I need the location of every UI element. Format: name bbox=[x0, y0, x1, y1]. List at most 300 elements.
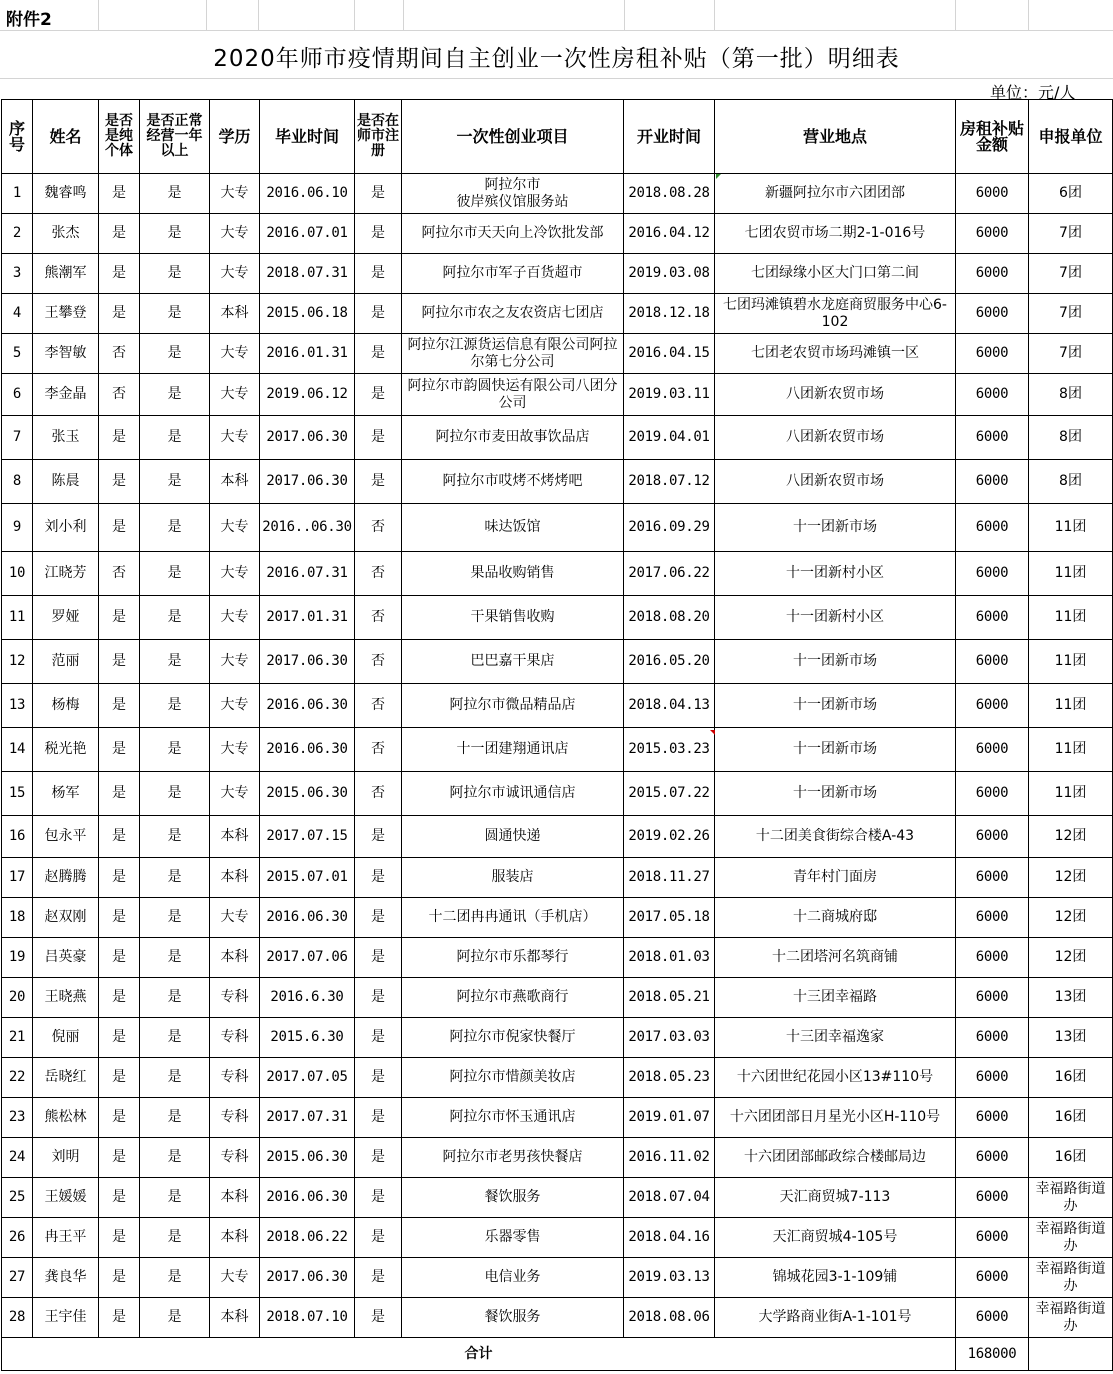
cell-location: 十一团新市场 bbox=[715, 684, 956, 728]
cell-normal-operation: 是 bbox=[140, 294, 210, 334]
cell-project: 阿拉尔市怀玉通讯店 bbox=[402, 1098, 624, 1138]
cell-education: 本科 bbox=[210, 816, 260, 858]
cell-education: 大专 bbox=[210, 214, 260, 254]
cell-normal-operation: 是 bbox=[140, 1298, 210, 1338]
cell-name: 吕英豪 bbox=[33, 938, 99, 978]
header-normal-operation: 是否正常经营一年以上 bbox=[140, 100, 210, 174]
cell-normal-operation: 是 bbox=[140, 898, 210, 938]
cell-amount: 6000 bbox=[956, 1018, 1029, 1058]
cell-education: 本科 bbox=[210, 1178, 260, 1218]
cell-registered: 是 bbox=[355, 214, 402, 254]
cell-location: 八团新农贸市场 bbox=[715, 460, 956, 504]
cell-pure-individual: 是 bbox=[99, 214, 140, 254]
table-row bbox=[2, 1138, 1113, 1178]
cell-registered: 是 bbox=[355, 1178, 402, 1218]
cell-normal-operation: 是 bbox=[140, 334, 210, 374]
cell-registered: 是 bbox=[355, 1138, 402, 1178]
cell-graduation: 2018.06.22 bbox=[260, 1218, 355, 1258]
cell-seq: 14 bbox=[2, 728, 33, 772]
cell-unit-org: 幸福路街道办 bbox=[1029, 1218, 1113, 1258]
cell-unit-org: 7团 bbox=[1029, 334, 1113, 374]
cell-project: 阿拉尔市 彼岸殡仪馆服务站 bbox=[402, 174, 624, 214]
cell-registered: 是 bbox=[355, 1098, 402, 1138]
cell-pure-individual: 是 bbox=[99, 1098, 140, 1138]
table-row bbox=[2, 684, 1113, 728]
total-empty-cell bbox=[1029, 1338, 1113, 1371]
cell-education: 专科 bbox=[210, 1098, 260, 1138]
cell-open-date: 2019.01.07 bbox=[624, 1098, 715, 1138]
cell-registered: 是 bbox=[355, 254, 402, 294]
cell-pure-individual: 是 bbox=[99, 596, 140, 640]
cell-amount: 6000 bbox=[956, 978, 1029, 1018]
cell-unit-org: 13团 bbox=[1029, 1018, 1113, 1058]
total-row bbox=[2, 1338, 1113, 1371]
cell-project: 果品收购销售 bbox=[402, 552, 624, 596]
total-label: 合计 bbox=[2, 1338, 956, 1371]
cell-graduation: 2019.06.12 bbox=[260, 374, 355, 416]
cell-normal-operation: 是 bbox=[140, 938, 210, 978]
header-name: 姓名 bbox=[33, 100, 99, 174]
cell-open-date: 2015.07.22 bbox=[624, 772, 715, 816]
cell-registered: 是 bbox=[355, 816, 402, 858]
cell-unit-org: 7团 bbox=[1029, 214, 1113, 254]
cell-amount: 6000 bbox=[956, 374, 1029, 416]
cell-project: 阿拉尔市乐都琴行 bbox=[402, 938, 624, 978]
cell-normal-operation: 是 bbox=[140, 174, 210, 214]
cell-graduation: 2015.06.30 bbox=[260, 1138, 355, 1178]
cell-unit-org: 12团 bbox=[1029, 938, 1113, 978]
header-row bbox=[2, 100, 1113, 174]
cell-location: 七团老农贸市场玛滩镇一区 bbox=[715, 334, 956, 374]
cell-seq: 20 bbox=[2, 978, 33, 1018]
cell-open-date: 2018.08.06 bbox=[624, 1298, 715, 1338]
cell-location: 十三团幸福路 bbox=[715, 978, 956, 1018]
cell-graduation: 2017.07.15 bbox=[260, 816, 355, 858]
cell-location: 十六团团部日月星光小区H-110号 bbox=[715, 1098, 956, 1138]
cell-name: 赵双刚 bbox=[33, 898, 99, 938]
cell-education: 专科 bbox=[210, 1138, 260, 1178]
cell-open-date: 2018.05.23 bbox=[624, 1058, 715, 1098]
cell-name: 张玉 bbox=[33, 416, 99, 460]
cell-seq: 26 bbox=[2, 1218, 33, 1258]
cell-name: 税光艳 bbox=[33, 728, 99, 772]
cell-pure-individual: 否 bbox=[99, 552, 140, 596]
cell-registered: 是 bbox=[355, 898, 402, 938]
cell-project: 味达饭馆 bbox=[402, 504, 624, 552]
cell-unit-org: 6团 bbox=[1029, 174, 1113, 214]
cell-amount: 6000 bbox=[956, 596, 1029, 640]
cell-name: 冉王平 bbox=[33, 1218, 99, 1258]
cell-seq: 18 bbox=[2, 898, 33, 938]
cell-amount: 6000 bbox=[956, 1298, 1029, 1338]
cell-amount: 6000 bbox=[956, 214, 1029, 254]
cell-seq: 21 bbox=[2, 1018, 33, 1058]
cell-unit-org: 11团 bbox=[1029, 684, 1113, 728]
cell-normal-operation: 是 bbox=[140, 1218, 210, 1258]
cell-registered: 是 bbox=[355, 374, 402, 416]
cell-education: 本科 bbox=[210, 1218, 260, 1258]
cell-registered: 否 bbox=[355, 684, 402, 728]
cell-education: 本科 bbox=[210, 938, 260, 978]
cell-pure-individual: 是 bbox=[99, 728, 140, 772]
cell-graduation: 2018.07.10 bbox=[260, 1298, 355, 1338]
cell-name: 赵腾腾 bbox=[33, 858, 99, 898]
cell-seq: 22 bbox=[2, 1058, 33, 1098]
cell-open-date: 2017.06.22 bbox=[624, 552, 715, 596]
table-row bbox=[2, 596, 1113, 640]
cell-unit-org: 7团 bbox=[1029, 294, 1113, 334]
cell-pure-individual: 是 bbox=[99, 294, 140, 334]
cell-amount: 6000 bbox=[956, 460, 1029, 504]
cell-education: 大专 bbox=[210, 772, 260, 816]
cell-graduation: 2016.06.30 bbox=[260, 898, 355, 938]
cell-education: 大专 bbox=[210, 898, 260, 938]
table-row bbox=[2, 640, 1113, 684]
cell-location: 天汇商贸城7-113 bbox=[715, 1178, 956, 1218]
cell-unit-org: 11团 bbox=[1029, 772, 1113, 816]
table-row bbox=[2, 374, 1113, 416]
cell-seq: 28 bbox=[2, 1298, 33, 1338]
page-title: 2020年师市疫情期间自主创业一次性房租补贴（第一批）明细表 bbox=[213, 46, 900, 72]
cell-seq: 13 bbox=[2, 684, 33, 728]
cell-seq: 2 bbox=[2, 214, 33, 254]
cell-seq: 24 bbox=[2, 1138, 33, 1178]
cell-registered: 是 bbox=[355, 1218, 402, 1258]
cell-open-date: 2019.03.13 bbox=[624, 1258, 715, 1298]
cell-project: 阿拉尔市军子百货超市 bbox=[402, 254, 624, 294]
cell-normal-operation: 是 bbox=[140, 214, 210, 254]
cell-project: 阿拉尔市韵圆快运有限公司八团分公司 bbox=[402, 374, 624, 416]
cell-registered: 否 bbox=[355, 552, 402, 596]
cell-seq: 10 bbox=[2, 552, 33, 596]
cell-normal-operation: 是 bbox=[140, 1178, 210, 1218]
table-row bbox=[2, 772, 1113, 816]
cell-open-date: 2017.03.03 bbox=[624, 1018, 715, 1058]
cell-graduation: 2016.07.01 bbox=[260, 214, 355, 254]
header-seq: 序号 bbox=[2, 100, 33, 174]
cell-name: 江晓芳 bbox=[33, 552, 99, 596]
cell-normal-operation: 是 bbox=[140, 728, 210, 772]
table-row bbox=[2, 254, 1113, 294]
cell-registered: 否 bbox=[355, 772, 402, 816]
cell-normal-operation: 是 bbox=[140, 816, 210, 858]
cell-amount: 6000 bbox=[956, 858, 1029, 898]
cell-education: 大专 bbox=[210, 1258, 260, 1298]
cell-name: 龚良华 bbox=[33, 1258, 99, 1298]
cell-unit-org: 11团 bbox=[1029, 596, 1113, 640]
table-row bbox=[2, 416, 1113, 460]
cell-amount: 6000 bbox=[956, 416, 1029, 460]
cell-open-date: 2016.11.02 bbox=[624, 1138, 715, 1178]
cell-education: 大专 bbox=[210, 504, 260, 552]
comment-marker-green bbox=[716, 174, 721, 179]
cell-graduation: 2017.06.30 bbox=[260, 640, 355, 684]
cell-pure-individual: 是 bbox=[99, 1218, 140, 1258]
table-row bbox=[2, 858, 1113, 898]
header-unit-org: 申报单位 bbox=[1029, 100, 1113, 174]
cell-seq: 23 bbox=[2, 1098, 33, 1138]
cell-name: 李金晶 bbox=[33, 374, 99, 416]
cell-graduation: 2015.06.18 bbox=[260, 294, 355, 334]
cell-pure-individual: 是 bbox=[99, 858, 140, 898]
cell-unit-org: 11团 bbox=[1029, 640, 1113, 684]
cell-location: 十一团新市场 bbox=[715, 504, 956, 552]
cell-pure-individual: 是 bbox=[99, 504, 140, 552]
cell-graduation: 2017.06.30 bbox=[260, 1258, 355, 1298]
header-registered: 是否在师市注册 bbox=[355, 100, 402, 174]
cell-pure-individual: 否 bbox=[99, 334, 140, 374]
cell-unit-org: 11团 bbox=[1029, 552, 1113, 596]
cell-unit-org: 幸福路街道办 bbox=[1029, 1298, 1113, 1338]
cell-project: 阿拉尔江源货运信息有限公司阿拉尔第七分公司 bbox=[402, 334, 624, 374]
cell-location: 七团农贸市场二期2-1-016号 bbox=[715, 214, 956, 254]
cell-unit-org: 11团 bbox=[1029, 504, 1113, 552]
cell-normal-operation: 是 bbox=[140, 772, 210, 816]
cell-education: 大专 bbox=[210, 174, 260, 214]
cell-amount: 6000 bbox=[956, 1218, 1029, 1258]
cell-open-date: 2018.12.18 bbox=[624, 294, 715, 334]
header-project: 一次性创业项目 bbox=[402, 100, 624, 174]
cell-seq: 3 bbox=[2, 254, 33, 294]
cell-location: 青年村门面房 bbox=[715, 858, 956, 898]
cell-name: 杨军 bbox=[33, 772, 99, 816]
cell-name: 张杰 bbox=[33, 214, 99, 254]
header-amount: 房租补贴金额 bbox=[956, 100, 1029, 174]
cell-location: 十六团团部邮政综合楼邮局边 bbox=[715, 1138, 956, 1178]
cell-open-date: 2018.08.20 bbox=[624, 596, 715, 640]
cell-unit-org: 16团 bbox=[1029, 1058, 1113, 1098]
table-row bbox=[2, 552, 1113, 596]
cell-unit-org: 12团 bbox=[1029, 858, 1113, 898]
cell-pure-individual: 是 bbox=[99, 898, 140, 938]
cell-graduation: 2017.06.30 bbox=[260, 416, 355, 460]
table-row bbox=[2, 816, 1113, 858]
cell-name: 王攀登 bbox=[33, 294, 99, 334]
cell-name: 熊松林 bbox=[33, 1098, 99, 1138]
cell-registered: 是 bbox=[355, 460, 402, 504]
cell-unit-org: 7团 bbox=[1029, 254, 1113, 294]
cell-pure-individual: 是 bbox=[99, 1258, 140, 1298]
cell-pure-individual: 是 bbox=[99, 174, 140, 214]
cell-project: 餐饮服务 bbox=[402, 1178, 624, 1218]
cell-normal-operation: 是 bbox=[140, 978, 210, 1018]
cell-registered: 否 bbox=[355, 596, 402, 640]
cell-pure-individual: 是 bbox=[99, 416, 140, 460]
cell-unit-org: 16团 bbox=[1029, 1098, 1113, 1138]
comment-marker-red bbox=[710, 730, 715, 735]
cell-graduation: 2016.06.30 bbox=[260, 728, 355, 772]
cell-graduation: 2016.01.31 bbox=[260, 334, 355, 374]
cell-open-date: 2017.05.18 bbox=[624, 898, 715, 938]
cell-education: 大专 bbox=[210, 552, 260, 596]
cell-project: 阿拉尔市燕歌商行 bbox=[402, 978, 624, 1018]
cell-location: 锦城花园3-1-109铺 bbox=[715, 1258, 956, 1298]
table-row bbox=[2, 938, 1113, 978]
cell-amount: 6000 bbox=[956, 640, 1029, 684]
cell-open-date: 2019.02.26 bbox=[624, 816, 715, 858]
cell-normal-operation: 是 bbox=[140, 504, 210, 552]
cell-graduation: 2015.6.30 bbox=[260, 1018, 355, 1058]
cell-graduation: 2015.07.01 bbox=[260, 858, 355, 898]
cell-graduation: 2018.07.31 bbox=[260, 254, 355, 294]
cell-pure-individual: 是 bbox=[99, 816, 140, 858]
cell-education: 大专 bbox=[210, 640, 260, 684]
cell-name: 陈晨 bbox=[33, 460, 99, 504]
table-row bbox=[2, 1178, 1113, 1218]
cell-education: 本科 bbox=[210, 460, 260, 504]
cell-name: 刘明 bbox=[33, 1138, 99, 1178]
cell-open-date: 2018.05.21 bbox=[624, 978, 715, 1018]
cell-unit-org: 12团 bbox=[1029, 898, 1113, 938]
cell-open-date: 2019.03.08 bbox=[624, 254, 715, 294]
cell-project: 阿拉尔市诚讯通信店 bbox=[402, 772, 624, 816]
cell-amount: 6000 bbox=[956, 504, 1029, 552]
table-row bbox=[2, 334, 1113, 374]
cell-location: 十一团新市场 bbox=[715, 772, 956, 816]
cell-amount: 6000 bbox=[956, 174, 1029, 214]
cell-location: 天汇商贸城4-105号 bbox=[715, 1218, 956, 1258]
cell-amount: 6000 bbox=[956, 728, 1029, 772]
cell-seq: 12 bbox=[2, 640, 33, 684]
cell-education: 大专 bbox=[210, 334, 260, 374]
header-pure-individual: 是否是纯个体 bbox=[99, 100, 140, 174]
cell-amount: 6000 bbox=[956, 816, 1029, 858]
cell-normal-operation: 是 bbox=[140, 416, 210, 460]
cell-graduation: 2016..06.30 bbox=[260, 504, 355, 552]
cell-registered: 是 bbox=[355, 1058, 402, 1098]
cell-amount: 6000 bbox=[956, 1178, 1029, 1218]
cell-registered: 是 bbox=[355, 938, 402, 978]
table-row bbox=[2, 978, 1113, 1018]
table-row bbox=[2, 174, 1113, 214]
cell-location: 大学路商业街A-1-101号 bbox=[715, 1298, 956, 1338]
cell-amount: 6000 bbox=[956, 772, 1029, 816]
cell-pure-individual: 是 bbox=[99, 684, 140, 728]
cell-location: 十一团新村小区 bbox=[715, 552, 956, 596]
cell-education: 大专 bbox=[210, 596, 260, 640]
cell-pure-individual: 是 bbox=[99, 460, 140, 504]
cell-education: 大专 bbox=[210, 416, 260, 460]
cell-open-date: 2018.07.12 bbox=[624, 460, 715, 504]
cell-seq: 7 bbox=[2, 416, 33, 460]
table-row bbox=[2, 1218, 1113, 1258]
cell-registered: 是 bbox=[355, 1258, 402, 1298]
cell-graduation: 2016.6.30 bbox=[260, 978, 355, 1018]
cell-open-date: 2018.04.16 bbox=[624, 1218, 715, 1258]
cell-seq: 17 bbox=[2, 858, 33, 898]
cell-open-date: 2018.04.13 bbox=[624, 684, 715, 728]
cell-education: 大专 bbox=[210, 684, 260, 728]
cell-project: 阿拉尔市老男孩快餐店 bbox=[402, 1138, 624, 1178]
cell-registered: 是 bbox=[355, 978, 402, 1018]
cell-normal-operation: 是 bbox=[140, 374, 210, 416]
cell-project: 阿拉尔市天天向上冷饮批发部 bbox=[402, 214, 624, 254]
cell-normal-operation: 是 bbox=[140, 254, 210, 294]
cell-seq: 4 bbox=[2, 294, 33, 334]
cell-graduation: 2016.06.30 bbox=[260, 1178, 355, 1218]
cell-name: 罗娅 bbox=[33, 596, 99, 640]
cell-amount: 6000 bbox=[956, 1138, 1029, 1178]
cell-location: 十二团美食街综合楼A-43 bbox=[715, 816, 956, 858]
cell-location: 十六团世纪花园小区13#110号 bbox=[715, 1058, 956, 1098]
cell-seq: 5 bbox=[2, 334, 33, 374]
cell-unit-org: 16团 bbox=[1029, 1138, 1113, 1178]
cell-registered: 否 bbox=[355, 728, 402, 772]
header-education: 学历 bbox=[210, 100, 260, 174]
cell-pure-individual: 是 bbox=[99, 1298, 140, 1338]
table-row bbox=[2, 728, 1113, 772]
cell-open-date: 2018.08.28 bbox=[624, 174, 715, 214]
cell-location: 十二商城府邸 bbox=[715, 898, 956, 938]
table-body bbox=[2, 174, 1113, 1338]
unit-label: 单位：元/人 bbox=[990, 83, 1076, 102]
cell-normal-operation: 是 bbox=[140, 1098, 210, 1138]
cell-location: 七团玛滩镇碧水龙庭商贸服务中心6-102 bbox=[715, 294, 956, 334]
cell-pure-individual: 是 bbox=[99, 1178, 140, 1218]
header-open-date: 开业时间 bbox=[624, 100, 715, 174]
cell-name: 魏睿鸣 bbox=[33, 174, 99, 214]
cell-amount: 6000 bbox=[956, 938, 1029, 978]
table-row bbox=[2, 1098, 1113, 1138]
subsidy-table bbox=[1, 99, 1113, 1371]
cell-registered: 否 bbox=[355, 640, 402, 684]
cell-graduation: 2016.06.30 bbox=[260, 684, 355, 728]
cell-seq: 6 bbox=[2, 374, 33, 416]
cell-open-date: 2019.03.11 bbox=[624, 374, 715, 416]
cell-graduation: 2016.07.31 bbox=[260, 552, 355, 596]
cell-project: 餐饮服务 bbox=[402, 1298, 624, 1338]
cell-project: 乐器零售 bbox=[402, 1218, 624, 1258]
cell-amount: 6000 bbox=[956, 1098, 1029, 1138]
cell-graduation: 2017.06.30 bbox=[260, 460, 355, 504]
cell-seq: 27 bbox=[2, 1258, 33, 1298]
cell-open-date: 2015.03.23 bbox=[624, 728, 715, 772]
header-location: 营业地点 bbox=[715, 100, 956, 174]
cell-amount: 6000 bbox=[956, 684, 1029, 728]
cell-graduation: 2017.07.05 bbox=[260, 1058, 355, 1098]
cell-registered: 是 bbox=[355, 858, 402, 898]
cell-location: 八团新农贸市场 bbox=[715, 416, 956, 460]
cell-project: 十二团冉冉通讯（手机店） bbox=[402, 898, 624, 938]
cell-seq: 9 bbox=[2, 504, 33, 552]
cell-education: 专科 bbox=[210, 1018, 260, 1058]
cell-normal-operation: 是 bbox=[140, 684, 210, 728]
cell-name: 杨梅 bbox=[33, 684, 99, 728]
cell-open-date: 2016.04.12 bbox=[624, 214, 715, 254]
cell-open-date: 2018.07.04 bbox=[624, 1178, 715, 1218]
cell-open-date: 2016.04.15 bbox=[624, 334, 715, 374]
cell-location: 十一团新村小区 bbox=[715, 596, 956, 640]
cell-amount: 6000 bbox=[956, 1258, 1029, 1298]
cell-amount: 6000 bbox=[956, 1058, 1029, 1098]
cell-project: 干果销售收购 bbox=[402, 596, 624, 640]
cell-normal-operation: 是 bbox=[140, 460, 210, 504]
cell-unit-org: 11团 bbox=[1029, 728, 1113, 772]
cell-registered: 否 bbox=[355, 504, 402, 552]
cell-unit-org: 幸福路街道办 bbox=[1029, 1258, 1113, 1298]
cell-project: 阿拉尔市惜颜美妆店 bbox=[402, 1058, 624, 1098]
cell-normal-operation: 是 bbox=[140, 596, 210, 640]
cell-name: 熊潮军 bbox=[33, 254, 99, 294]
cell-unit-org: 12团 bbox=[1029, 816, 1113, 858]
cell-project: 圆通快递 bbox=[402, 816, 624, 858]
cell-normal-operation: 是 bbox=[140, 1058, 210, 1098]
cell-amount: 6000 bbox=[956, 254, 1029, 294]
cell-name: 包永平 bbox=[33, 816, 99, 858]
cell-open-date: 2016.05.20 bbox=[624, 640, 715, 684]
table-row bbox=[2, 1258, 1113, 1298]
cell-normal-operation: 是 bbox=[140, 552, 210, 596]
